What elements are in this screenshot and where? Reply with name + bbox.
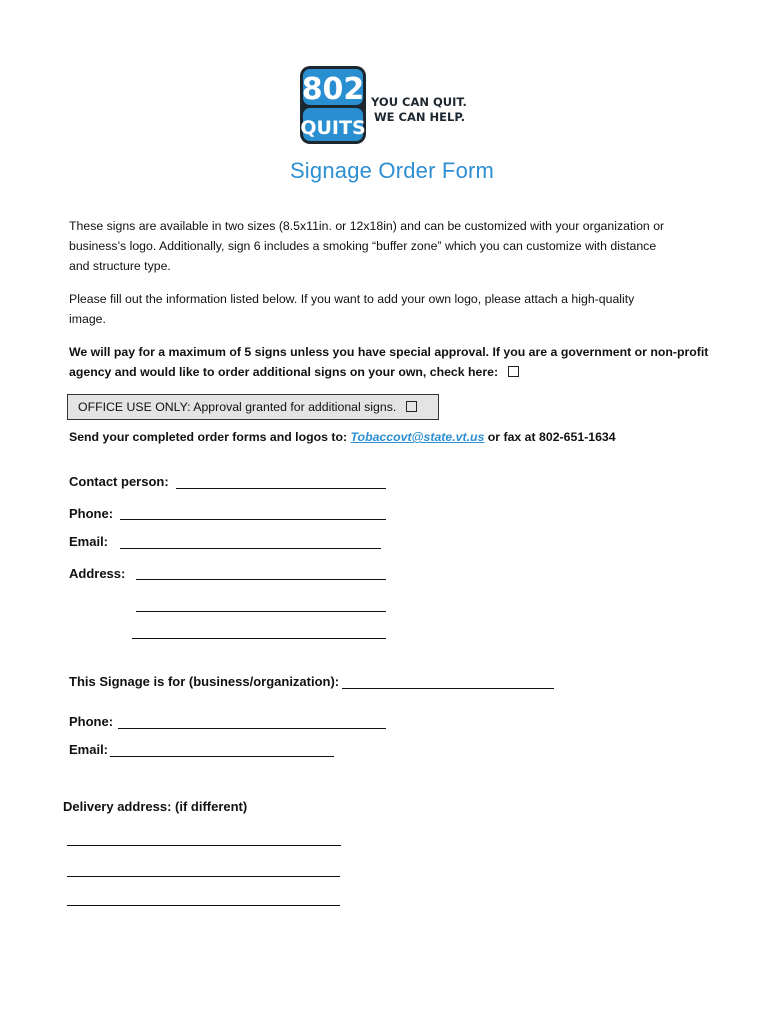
logo-802-text: 802 — [301, 72, 365, 107]
phone-field[interactable] — [120, 519, 386, 520]
page-title: Signage Order Form — [289, 158, 495, 183]
office-use-box — [67, 394, 439, 420]
phone2-label: Phone: — [69, 714, 114, 729]
logo-tagline-2: WE CAN HELP. — [374, 110, 466, 124]
intro-line: and structure type. — [69, 259, 171, 273]
intro-line: These signs are available in two sizes (8.5x11in. or 12x18in) and can be customized with your organization or — [69, 219, 665, 233]
instructions-line: image. — [69, 312, 106, 326]
logo-tagline-1: YOU CAN QUIT. — [371, 95, 467, 109]
logo-quits-text: QUITS — [300, 117, 366, 139]
logo-graphic — [296, 64, 467, 146]
payment-line: agency and would like to order additional signs on your own, check here: — [69, 365, 499, 379]
office-approval-checkbox[interactable] — [406, 401, 417, 412]
signage-for-field[interactable] — [342, 688, 554, 689]
intro-line: business’s logo. Additionally, sign 6 includes a smoking “buffer zone” which you can customize with distance — [69, 239, 657, 253]
payment-line-checkbox-row — [69, 362, 709, 382]
email2-field[interactable] — [110, 756, 334, 757]
address-field-2[interactable] — [136, 611, 386, 612]
email-field[interactable] — [120, 548, 381, 549]
additional-signs-checkbox[interactable] — [508, 366, 519, 377]
address-field-1[interactable] — [136, 579, 386, 580]
contact-person-field[interactable] — [176, 488, 386, 489]
phone-label: Phone: — [69, 506, 114, 521]
delivery-address-field-1[interactable] — [67, 845, 341, 846]
delivery-address-label: Delivery address: (if different) — [63, 799, 248, 814]
address-field-3[interactable] — [132, 638, 386, 639]
delivery-address-field-2[interactable] — [67, 876, 340, 877]
instructions-line: Please fill out the information listed below. If you want to add your own logo, please attach a high-quality — [69, 292, 635, 306]
instructions-paragraph — [69, 289, 709, 329]
email2-label: Email: — [69, 742, 109, 757]
signage-for-label: This Signage is for (business/organization): — [69, 674, 340, 689]
payment-line: We will pay for a maximum of 5 signs unless you have special approval. If you are a government or non-profit — [69, 345, 709, 359]
payment-paragraph — [69, 342, 709, 382]
email-label: Email: — [69, 534, 109, 549]
email-link[interactable]: Tobaccovt@state.vt.us — [350, 430, 485, 444]
address-label: Address: — [69, 566, 126, 581]
phone2-field[interactable] — [118, 728, 386, 729]
send-instructions — [69, 430, 616, 444]
contact-person-label: Contact person: — [69, 474, 169, 489]
send-prefix: Send your completed order forms and logos to: — [69, 430, 348, 444]
delivery-address-field-3[interactable] — [67, 905, 340, 906]
office-use-label: OFFICE USE ONLY: Approval granted for additional signs. — [78, 400, 397, 414]
send-suffix: or fax at 802-651-1634 — [487, 430, 616, 444]
802-quits-logo — [296, 64, 467, 146]
intro-paragraph — [69, 216, 709, 276]
